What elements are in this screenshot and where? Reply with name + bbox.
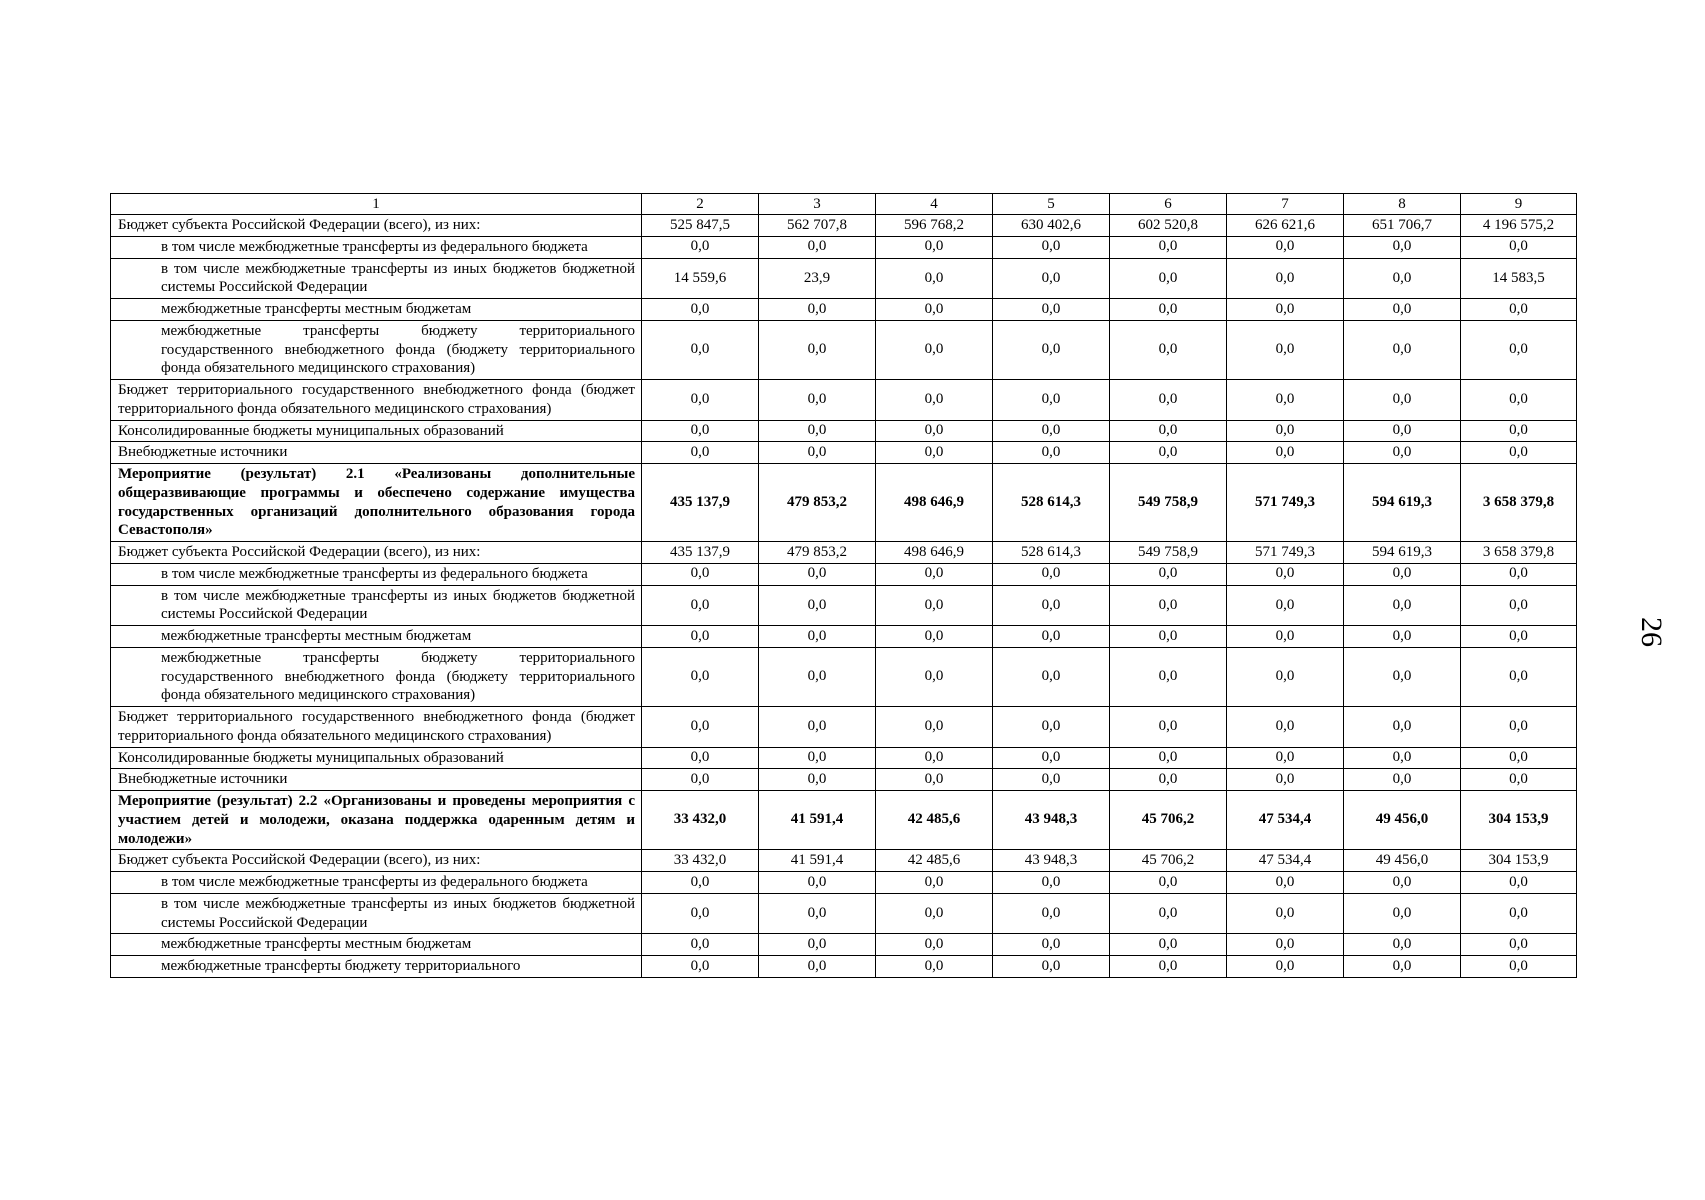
value-cell: 14 583,5	[1461, 258, 1577, 299]
row-label: межбюджетные трансферты бюджету территориального государственного внебюджетного фонда (бюджету территориального фонда обязательного медицинского страхования)	[111, 647, 642, 706]
value-cell: 45 706,2	[1110, 791, 1227, 850]
value-cell: 0,0	[642, 647, 759, 706]
column-number: 4	[876, 194, 993, 215]
table-row	[111, 258, 1577, 299]
value-cell: 23,9	[759, 258, 876, 299]
value-cell: 0,0	[642, 420, 759, 442]
value-cell: 0,0	[642, 747, 759, 769]
row-label: межбюджетные трансферты бюджету территориального государственного внебюджетного фонда (бюджету территориального фонда обязательного медицинского страхования)	[111, 320, 642, 379]
row-label: межбюджетные трансферты местным бюджетам	[111, 626, 642, 648]
value-cell: 0,0	[876, 626, 993, 648]
value-cell: 0,0	[759, 320, 876, 379]
value-cell: 0,0	[1344, 626, 1461, 648]
value-cell: 0,0	[1227, 934, 1344, 956]
value-cell: 0,0	[1227, 872, 1344, 894]
value-cell: 0,0	[1344, 769, 1461, 791]
row-label: Внебюджетные источники	[111, 769, 642, 791]
value-cell: 0,0	[876, 872, 993, 894]
value-cell: 0,0	[993, 769, 1110, 791]
value-cell: 0,0	[1344, 442, 1461, 464]
value-cell: 528 614,3	[993, 464, 1110, 542]
row-label: Мероприятие (результат) 2.2 «Организованы и проведены мероприятия с участием детей и молодежи, оказана поддержка одаренным детям и молодежи»	[111, 791, 642, 850]
value-cell: 0,0	[1344, 320, 1461, 379]
value-cell: 0,0	[1227, 769, 1344, 791]
value-cell: 0,0	[993, 236, 1110, 258]
value-cell: 0,0	[1110, 420, 1227, 442]
value-cell: 49 456,0	[1344, 850, 1461, 872]
value-cell: 0,0	[642, 442, 759, 464]
value-cell: 0,0	[876, 647, 993, 706]
value-cell: 0,0	[1227, 420, 1344, 442]
value-cell: 49 456,0	[1344, 791, 1461, 850]
row-label: в том числе межбюджетные трансферты из федерального бюджета	[111, 563, 642, 585]
value-cell: 0,0	[1461, 585, 1577, 626]
value-cell: 571 749,3	[1227, 542, 1344, 564]
value-cell: 0,0	[876, 420, 993, 442]
budget-table	[110, 193, 1577, 978]
value-cell: 3 658 379,8	[1461, 464, 1577, 542]
value-cell: 0,0	[1461, 893, 1577, 934]
value-cell: 0,0	[1110, 893, 1227, 934]
table-row	[111, 380, 1577, 421]
value-cell: 45 706,2	[1110, 850, 1227, 872]
column-number: 2	[642, 194, 759, 215]
value-cell: 0,0	[1461, 320, 1577, 379]
value-cell: 0,0	[1110, 956, 1227, 978]
value-cell: 0,0	[993, 707, 1110, 748]
value-cell: 0,0	[642, 585, 759, 626]
value-cell: 47 534,4	[1227, 850, 1344, 872]
row-label: в том числе межбюджетные трансферты из иных бюджетов бюджетной системы Российской Федерации	[111, 585, 642, 626]
value-cell: 0,0	[642, 769, 759, 791]
value-cell: 0,0	[1110, 563, 1227, 585]
value-cell: 0,0	[1461, 934, 1577, 956]
value-cell: 47 534,4	[1227, 791, 1344, 850]
value-cell: 0,0	[1461, 872, 1577, 894]
value-cell: 0,0	[759, 707, 876, 748]
table-row	[111, 236, 1577, 258]
table-row	[111, 747, 1577, 769]
measure-row	[111, 791, 1577, 850]
value-cell: 0,0	[876, 956, 993, 978]
value-cell: 571 749,3	[1227, 464, 1344, 542]
value-cell: 0,0	[1344, 956, 1461, 978]
table-row	[111, 585, 1577, 626]
row-label: Бюджет территориального государственного внебюджетного фонда (бюджет территориального фонда обязательного медицинского страхования)	[111, 380, 642, 421]
value-cell: 0,0	[1110, 707, 1227, 748]
value-cell: 0,0	[1461, 647, 1577, 706]
value-cell: 0,0	[1344, 380, 1461, 421]
table-row	[111, 893, 1577, 934]
value-cell: 0,0	[1344, 747, 1461, 769]
value-cell: 0,0	[759, 934, 876, 956]
value-cell: 0,0	[1461, 563, 1577, 585]
value-cell: 33 432,0	[642, 850, 759, 872]
table-row	[111, 542, 1577, 564]
table-row	[111, 320, 1577, 379]
row-label: в том числе межбюджетные трансферты из иных бюджетов бюджетной системы Российской Федерации	[111, 258, 642, 299]
value-cell: 0,0	[993, 747, 1110, 769]
value-cell: 498 646,9	[876, 542, 993, 564]
column-number-row	[111, 194, 1577, 215]
value-cell: 0,0	[1461, 299, 1577, 321]
value-cell: 0,0	[759, 420, 876, 442]
value-cell: 0,0	[1110, 258, 1227, 299]
column-number: 8	[1344, 194, 1461, 215]
row-label: в том числе межбюджетные трансферты из федерального бюджета	[111, 236, 642, 258]
value-cell: 626 621,6	[1227, 215, 1344, 237]
value-cell: 435 137,9	[642, 542, 759, 564]
value-cell: 0,0	[993, 585, 1110, 626]
row-label: межбюджетные трансферты бюджету территориального	[111, 956, 642, 978]
value-cell: 0,0	[759, 747, 876, 769]
value-cell: 0,0	[759, 647, 876, 706]
value-cell: 0,0	[876, 747, 993, 769]
value-cell: 0,0	[642, 380, 759, 421]
value-cell: 0,0	[876, 769, 993, 791]
value-cell: 0,0	[1461, 769, 1577, 791]
table-row	[111, 850, 1577, 872]
value-cell: 0,0	[1344, 258, 1461, 299]
value-cell: 0,0	[876, 258, 993, 299]
value-cell: 0,0	[876, 563, 993, 585]
column-number: 9	[1461, 194, 1577, 215]
value-cell: 0,0	[1227, 236, 1344, 258]
table-row	[111, 707, 1577, 748]
value-cell: 0,0	[1227, 563, 1344, 585]
value-cell: 0,0	[993, 420, 1110, 442]
value-cell: 0,0	[1461, 420, 1577, 442]
row-label: Бюджет субъекта Российской Федерации (всего), из них:	[111, 850, 642, 872]
table-row	[111, 299, 1577, 321]
value-cell: 41 591,4	[759, 850, 876, 872]
table-row	[111, 420, 1577, 442]
value-cell: 0,0	[642, 893, 759, 934]
value-cell: 0,0	[759, 626, 876, 648]
value-cell: 651 706,7	[1344, 215, 1461, 237]
value-cell: 596 768,2	[876, 215, 993, 237]
row-label: в том числе межбюджетные трансферты из иных бюджетов бюджетной системы Российской Федерации	[111, 893, 642, 934]
value-cell: 0,0	[1227, 647, 1344, 706]
column-number: 7	[1227, 194, 1344, 215]
value-cell: 0,0	[1227, 442, 1344, 464]
value-cell: 0,0	[993, 934, 1110, 956]
value-cell: 43 948,3	[993, 850, 1110, 872]
value-cell: 0,0	[642, 707, 759, 748]
row-label: Внебюджетные источники	[111, 442, 642, 464]
value-cell: 0,0	[993, 563, 1110, 585]
column-number: 3	[759, 194, 876, 215]
value-cell: 0,0	[1227, 747, 1344, 769]
value-cell: 0,0	[1344, 299, 1461, 321]
table-body	[111, 215, 1577, 978]
value-cell: 0,0	[1110, 236, 1227, 258]
value-cell: 0,0	[759, 872, 876, 894]
value-cell: 0,0	[876, 320, 993, 379]
value-cell: 0,0	[642, 872, 759, 894]
table-row	[111, 647, 1577, 706]
value-cell: 0,0	[1227, 893, 1344, 934]
table-row	[111, 769, 1577, 791]
value-cell: 0,0	[993, 647, 1110, 706]
value-cell: 0,0	[1344, 585, 1461, 626]
value-cell: 0,0	[1461, 707, 1577, 748]
value-cell: 0,0	[1227, 956, 1344, 978]
value-cell: 304 153,9	[1461, 791, 1577, 850]
value-cell: 0,0	[993, 380, 1110, 421]
value-cell: 4 196 575,2	[1461, 215, 1577, 237]
column-number: 6	[1110, 194, 1227, 215]
value-cell: 0,0	[642, 934, 759, 956]
value-cell: 42 485,6	[876, 850, 993, 872]
table-row	[111, 956, 1577, 978]
value-cell: 594 619,3	[1344, 542, 1461, 564]
value-cell: 0,0	[1344, 872, 1461, 894]
value-cell: 0,0	[759, 769, 876, 791]
value-cell: 0,0	[1461, 626, 1577, 648]
table-row	[111, 872, 1577, 894]
value-cell: 498 646,9	[876, 464, 993, 542]
value-cell: 0,0	[1227, 380, 1344, 421]
value-cell: 0,0	[876, 707, 993, 748]
value-cell: 0,0	[759, 380, 876, 421]
table-row	[111, 563, 1577, 585]
value-cell: 0,0	[993, 956, 1110, 978]
value-cell: 0,0	[993, 626, 1110, 648]
row-label: Бюджет субъекта Российской Федерации (всего), из них:	[111, 542, 642, 564]
value-cell: 41 591,4	[759, 791, 876, 850]
value-cell: 525 847,5	[642, 215, 759, 237]
page-number: 26	[1635, 617, 1668, 647]
value-cell: 479 853,2	[759, 542, 876, 564]
table-row	[111, 215, 1577, 237]
value-cell: 0,0	[1344, 647, 1461, 706]
value-cell: 0,0	[1110, 934, 1227, 956]
value-cell: 0,0	[993, 872, 1110, 894]
value-cell: 0,0	[1344, 934, 1461, 956]
value-cell: 0,0	[876, 585, 993, 626]
value-cell: 14 559,6	[642, 258, 759, 299]
row-label: Мероприятие (результат) 2.1 «Реализованы дополнительные общеразвивающие программы и обеспечено содержание имущества государственных организаций дополнительного образования города Севастополя»	[111, 464, 642, 542]
measure-row	[111, 464, 1577, 542]
value-cell: 0,0	[642, 626, 759, 648]
row-label: межбюджетные трансферты местным бюджетам	[111, 934, 642, 956]
value-cell: 0,0	[876, 442, 993, 464]
value-cell: 0,0	[1110, 769, 1227, 791]
value-cell: 0,0	[1227, 707, 1344, 748]
value-cell: 0,0	[759, 236, 876, 258]
value-cell: 0,0	[642, 236, 759, 258]
value-cell: 0,0	[1344, 563, 1461, 585]
value-cell: 0,0	[759, 442, 876, 464]
value-cell: 0,0	[1227, 320, 1344, 379]
row-label: в том числе межбюджетные трансферты из федерального бюджета	[111, 872, 642, 894]
value-cell: 435 137,9	[642, 464, 759, 542]
table-row	[111, 934, 1577, 956]
value-cell: 0,0	[1110, 647, 1227, 706]
value-cell: 0,0	[759, 956, 876, 978]
value-cell: 630 402,6	[993, 215, 1110, 237]
value-cell: 0,0	[1344, 236, 1461, 258]
value-cell: 0,0	[1461, 380, 1577, 421]
value-cell: 549 758,9	[1110, 542, 1227, 564]
value-cell: 0,0	[876, 934, 993, 956]
value-cell: 0,0	[1110, 380, 1227, 421]
value-cell: 0,0	[993, 893, 1110, 934]
value-cell: 0,0	[1227, 585, 1344, 626]
value-cell: 0,0	[1110, 299, 1227, 321]
value-cell: 3 658 379,8	[1461, 542, 1577, 564]
value-cell: 0,0	[1344, 707, 1461, 748]
value-cell: 528 614,3	[993, 542, 1110, 564]
value-cell: 0,0	[1110, 872, 1227, 894]
value-cell: 479 853,2	[759, 464, 876, 542]
value-cell: 602 520,8	[1110, 215, 1227, 237]
value-cell: 0,0	[876, 380, 993, 421]
value-cell: 0,0	[642, 299, 759, 321]
value-cell: 0,0	[1344, 420, 1461, 442]
value-cell: 0,0	[1227, 299, 1344, 321]
value-cell: 0,0	[1461, 956, 1577, 978]
value-cell: 0,0	[1227, 258, 1344, 299]
value-cell: 0,0	[1110, 747, 1227, 769]
value-cell: 0,0	[1110, 320, 1227, 379]
value-cell: 43 948,3	[993, 791, 1110, 850]
value-cell: 0,0	[1461, 442, 1577, 464]
value-cell: 0,0	[876, 299, 993, 321]
column-number: 1	[111, 194, 642, 215]
value-cell: 0,0	[759, 563, 876, 585]
value-cell: 0,0	[759, 893, 876, 934]
value-cell: 0,0	[759, 585, 876, 626]
value-cell: 594 619,3	[1344, 464, 1461, 542]
value-cell: 33 432,0	[642, 791, 759, 850]
row-label: Консолидированные бюджеты муниципальных образований	[111, 420, 642, 442]
table-row	[111, 442, 1577, 464]
value-cell: 562 707,8	[759, 215, 876, 237]
value-cell: 0,0	[642, 956, 759, 978]
value-cell: 0,0	[642, 320, 759, 379]
value-cell: 42 485,6	[876, 791, 993, 850]
value-cell: 0,0	[993, 320, 1110, 379]
table-row	[111, 626, 1577, 648]
row-label: Бюджет субъекта Российской Федерации (всего), из них:	[111, 215, 642, 237]
value-cell: 0,0	[1110, 626, 1227, 648]
value-cell: 0,0	[1227, 626, 1344, 648]
value-cell: 0,0	[993, 299, 1110, 321]
value-cell: 0,0	[876, 236, 993, 258]
row-label: Консолидированные бюджеты муниципальных образований	[111, 747, 642, 769]
value-cell: 0,0	[876, 893, 993, 934]
row-label: Бюджет территориального государственного внебюджетного фонда (бюджет территориального фонда обязательного медицинского страхования)	[111, 707, 642, 748]
row-label: межбюджетные трансферты местным бюджетам	[111, 299, 642, 321]
value-cell: 0,0	[642, 563, 759, 585]
value-cell: 0,0	[993, 258, 1110, 299]
value-cell: 0,0	[1344, 893, 1461, 934]
value-cell: 0,0	[759, 299, 876, 321]
value-cell: 0,0	[1461, 747, 1577, 769]
value-cell: 0,0	[993, 442, 1110, 464]
value-cell: 0,0	[1110, 442, 1227, 464]
column-number: 5	[993, 194, 1110, 215]
value-cell: 0,0	[1461, 236, 1577, 258]
value-cell: 304 153,9	[1461, 850, 1577, 872]
value-cell: 549 758,9	[1110, 464, 1227, 542]
value-cell: 0,0	[1110, 585, 1227, 626]
